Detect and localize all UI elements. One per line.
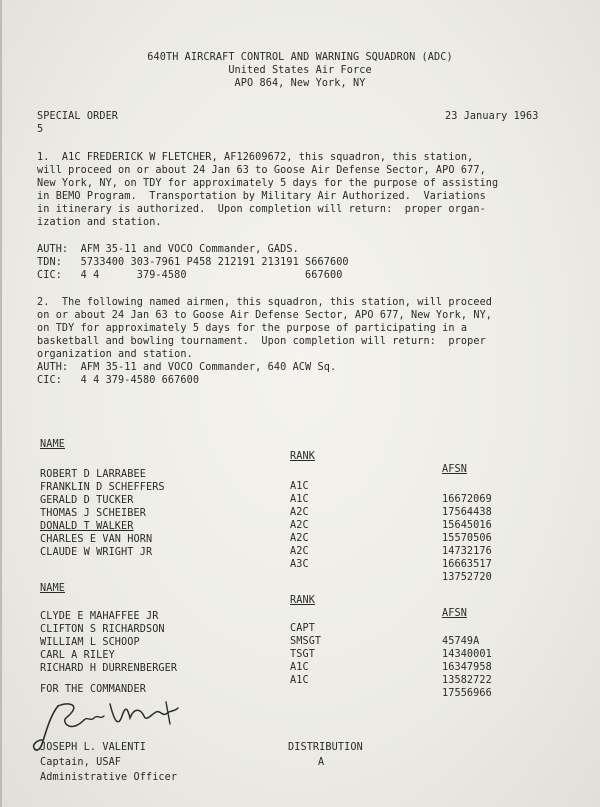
header-line-3: APO 864, New York, NY: [234, 78, 366, 89]
row-afsn: 15645016: [442, 519, 492, 531]
row-rank: A2C: [290, 533, 309, 545]
table1-header-afsn: AFSN: [442, 463, 467, 475]
row-name: THOMAS J SCHEIBER: [40, 507, 146, 519]
para1-tdn: TDN: 5733400 303-7961 P458 212191 213191 S667600: [37, 257, 349, 268]
row-name: DONALD T WALKER: [40, 520, 134, 532]
para2-line: on or about 24 Jan 63 to Goose Air Defense Sector, APO 677, New York, NY,: [37, 310, 493, 321]
signer-name: JOSEPH L. VALENTI: [40, 742, 146, 753]
order-date: 23 January 1963: [445, 111, 539, 122]
row-rank: TSGT: [290, 649, 315, 661]
row-afsn: 16347958: [442, 661, 492, 673]
row-name: CLAUDE W WRIGHT JR: [40, 546, 153, 558]
row-afsn: 14340001: [442, 648, 492, 660]
signer-rank: Captain, USAF: [40, 757, 122, 768]
row-rank: A1C: [290, 494, 309, 506]
para2-cic: CIC: 4 4 379-4580 667600: [37, 375, 200, 386]
para1-line: 1. A1C FREDERICK W FLETCHER, AF12609672, this squadron, this station,: [37, 152, 474, 163]
row-afsn: 16672069: [442, 493, 492, 505]
para1-line: ization and station.: [37, 217, 162, 228]
table2-header-afsn: AFSN: [442, 607, 467, 619]
row-rank: A2C: [290, 507, 309, 519]
header-line-1: 640TH AIRCRAFT CONTROL AND WARNING SQUADRON (ADC): [147, 52, 453, 63]
row-afsn: 16663517: [442, 558, 492, 570]
para1-line: in BEMO Program. Transportation by Military Air Authorized. Variations: [37, 191, 486, 202]
row-name: CLYDE E MAHAFFEE JR: [40, 610, 159, 622]
row-rank: SMSGT: [290, 636, 322, 648]
distribution-label: DISTRIBUTION: [288, 742, 363, 753]
row-name: WILLIAM L SCHOOP: [40, 636, 140, 648]
order-title: SPECIAL ORDER: [37, 111, 119, 122]
para2-line: 2. The following named airmen, this squadron, this station, will proceed: [37, 297, 493, 308]
para1-auth: AUTH: AFM 35-11 and VOCO Commander, GADS.: [37, 244, 299, 255]
row-name: CLIFTON S RICHARDSON: [40, 623, 165, 635]
row-afsn: 17564438: [442, 506, 492, 518]
row-name: GERALD D TUCKER: [40, 494, 134, 506]
row-rank: A1C: [290, 481, 309, 493]
row-rank: A1C: [290, 675, 309, 687]
para2-line: organization and station.: [37, 349, 193, 360]
row-afsn: 15570506: [442, 532, 492, 544]
order-number: 5: [37, 124, 44, 135]
row-afsn: 13582722: [442, 674, 492, 686]
row-afsn: 17556966: [442, 687, 492, 699]
signer-title: Administrative Officer: [40, 772, 178, 783]
para1-cic: CIC: 4 4 379-4580 667600: [37, 270, 343, 281]
header-line-2: United States Air Force: [228, 65, 372, 76]
row-afsn: 13752720: [442, 571, 492, 583]
for-the-commander: FOR THE COMMANDER: [40, 684, 146, 695]
table1-header-name: NAME: [40, 438, 65, 450]
row-rank: A3C: [290, 559, 309, 571]
para2-auth: AUTH: AFM 35-11 and VOCO Commander, 640 ACW Sq.: [37, 362, 337, 373]
distribution-value: A: [318, 757, 325, 768]
para2-line: basketball and bowling tournament. Upon completion will return: proper: [37, 336, 486, 347]
para1-line: will proceed on or about 24 Jan 63 to Goose Air Defense Sector, APO 677,: [37, 165, 486, 176]
row-rank: A1C: [290, 662, 309, 674]
table1-header-rank: RANK: [290, 451, 315, 463]
row-rank: CAPT: [290, 623, 315, 635]
table2-header-rank: RANK: [290, 595, 315, 607]
row-rank: A2C: [290, 520, 309, 532]
row-name: FRANKLIN D SCHEFFERS: [40, 481, 165, 493]
row-name: RICHARD H DURRENBERGER: [40, 662, 178, 674]
para2-line: on TDY for approximately 5 days for the purpose of participating in a: [37, 323, 468, 334]
row-name: CHARLES E VAN HORN: [40, 533, 153, 545]
row-rank: A2C: [290, 546, 309, 558]
row-name: ROBERT D LARRABEE: [40, 468, 146, 480]
row-name: CARL A RILEY: [40, 649, 115, 661]
row-afsn: 45749A: [442, 635, 480, 647]
para1-line: New York, NY, on TDY for approximately 5 days for the purpose of assisting: [37, 178, 499, 189]
table2-header-name: NAME: [40, 582, 65, 594]
row-afsn: 14732176: [442, 545, 492, 557]
para1-line: in itinerary is authorized. Upon completion will return: proper organ-: [37, 204, 486, 215]
